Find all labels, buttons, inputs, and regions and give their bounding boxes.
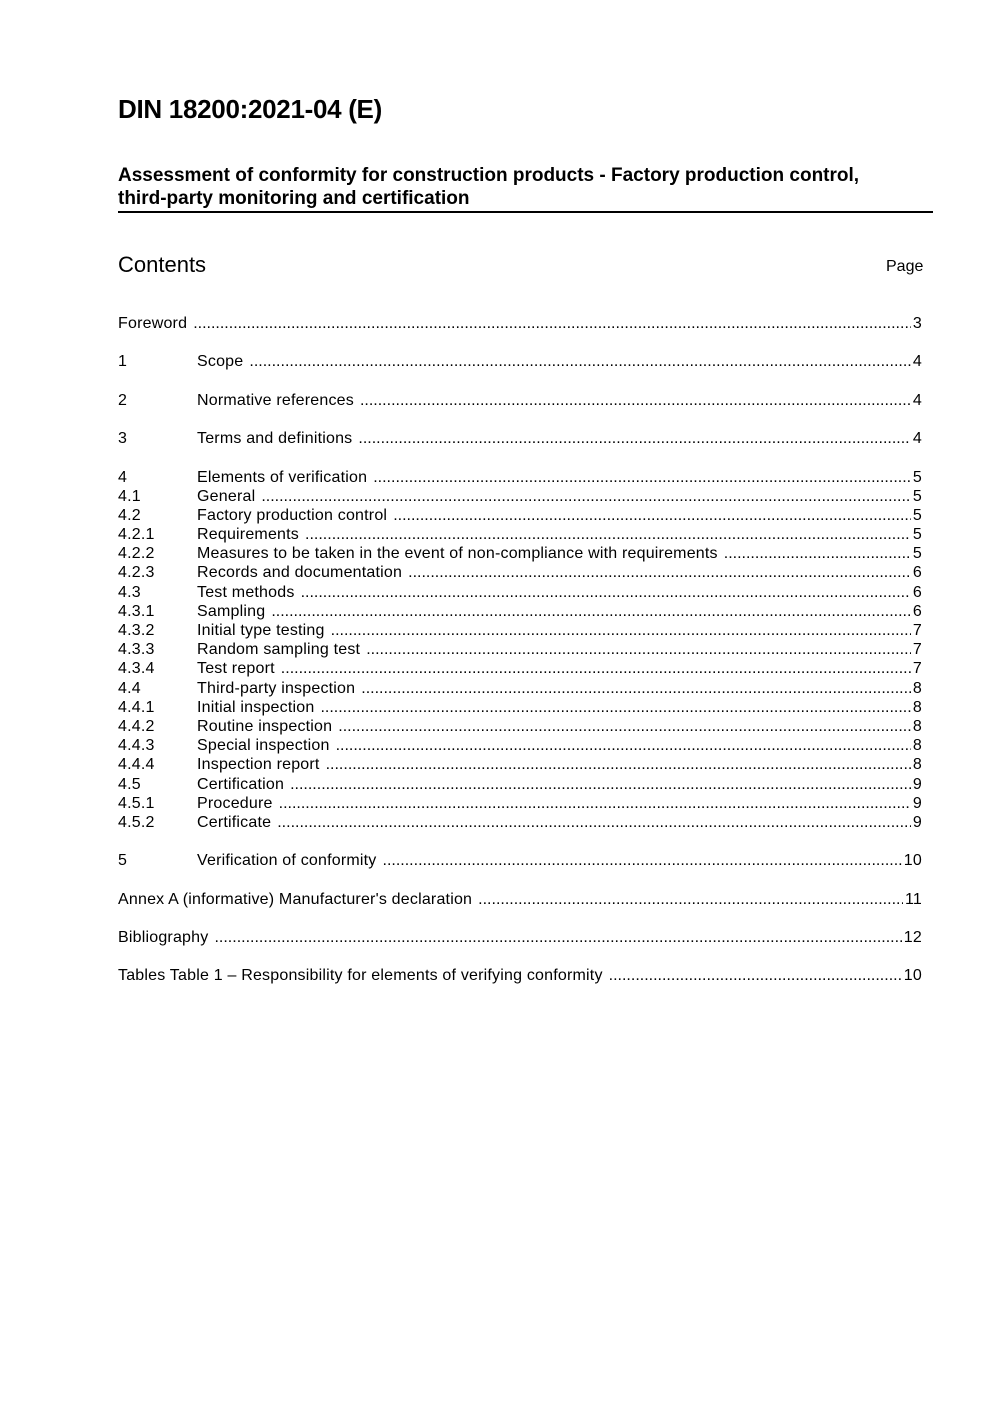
document-title-line-1: Assessment of conformity for construction products - Factory production control, (118, 165, 860, 186)
toc-entry-page: 5 (912, 545, 922, 563)
toc-entry-4-3[interactable] (118, 583, 922, 602)
toc-entry-page: 4 (912, 430, 922, 448)
toc-entry-title: Normative references (197, 391, 354, 409)
table-of-contents (118, 314, 922, 986)
toc-entry-4-2-2[interactable] (118, 544, 922, 563)
toc-entry-number: 4.2.1 (118, 526, 155, 544)
toc-entry-page: 8 (912, 737, 922, 755)
toc-leader-dots (724, 544, 911, 563)
toc-entry-title: Elements of verification (197, 468, 368, 486)
toc-entry-4-4-2[interactable] (118, 717, 922, 736)
toc-leader-dots (358, 429, 911, 448)
toc-leader-dots (393, 506, 911, 525)
toc-entry-5[interactable] (118, 851, 922, 870)
toc-entry-title: Bibliography (118, 929, 209, 946)
toc-entry-title: Initial type testing (197, 622, 325, 639)
toc-leader-dots (326, 755, 911, 774)
toc-leader-dots (408, 563, 911, 582)
toc-leader-dots (305, 525, 911, 544)
toc-entry-number: 4.5.1 (118, 794, 155, 812)
toc-entry-number: 4.3 (118, 583, 141, 601)
toc-entry-page: 10 (903, 852, 922, 870)
toc-entry-title: Requirements (197, 526, 300, 544)
toc-entry-title: Annex A (informative) Manufacturer's declaration (118, 890, 473, 908)
toc-entry-number: 4.5.2 (118, 813, 155, 831)
toc-entry-page: 7 (912, 660, 922, 678)
toc-entry-2[interactable] (118, 391, 922, 410)
toc-entry-page: 6 (912, 583, 922, 601)
toc-entry-4-4-1[interactable] (118, 698, 922, 717)
toc-entry-4-2-1[interactable] (118, 525, 922, 544)
toc-entry-4-4[interactable] (118, 679, 922, 698)
toc-leader-dots (320, 698, 910, 717)
toc-entry-number: 4.2.2 (118, 545, 155, 563)
toc-leader-dots (261, 487, 911, 506)
toc-entry-number: 3 (118, 430, 128, 448)
toc-entry-page: 5 (912, 526, 922, 544)
toc-entry-4-3-2[interactable] (118, 621, 922, 640)
toc-entry-4-2[interactable] (118, 506, 922, 525)
toc-entry-title: Sampling (197, 602, 266, 620)
page-column-heading: Page (886, 258, 924, 275)
toc-entry-number: 5 (118, 852, 128, 870)
toc-entry-page: 10 (903, 967, 922, 985)
toc-entry-page: 5 (912, 506, 922, 524)
toc-entry-4-3-4[interactable] (118, 659, 922, 678)
toc-entry-page: 11 (904, 890, 922, 908)
toc-entry-title: Initial inspection (197, 698, 315, 716)
toc-entry-4-5[interactable] (118, 775, 922, 794)
toc-entry-number: 4.5 (118, 775, 141, 793)
toc-leader-dots (366, 640, 911, 659)
toc-leader-dots (361, 679, 911, 698)
contents-heading: Contents (118, 252, 207, 277)
toc-entry-title: Certificate (197, 813, 272, 831)
toc-leader-dots (249, 352, 911, 371)
toc-entry-title: Procedure (197, 794, 273, 812)
toc-entry-title: Inspection report (197, 756, 320, 774)
toc-leader-dots (214, 928, 901, 947)
toc-entry-title: Special inspection (197, 737, 330, 755)
toc-leader-dots (301, 583, 911, 602)
toc-entry-page: 9 (912, 794, 922, 812)
toc-entry-foreword[interactable] (118, 314, 922, 333)
toc-entry-number: 4.2.3 (118, 564, 155, 582)
toc-entry-number: 4.4.1 (118, 698, 155, 716)
toc-entry-number: 4 (118, 468, 128, 486)
toc-leader-dots (383, 851, 902, 870)
toc-entry-page: 8 (912, 698, 922, 716)
toc-entry-annex-a[interactable] (118, 890, 922, 909)
toc-entry-page: 5 (912, 468, 922, 486)
toc-leader-dots (336, 736, 911, 755)
toc-entry-page: 12 (903, 929, 922, 946)
toc-entry-title: Test report (197, 660, 275, 678)
toc-entry-title: Verification of conformity (197, 852, 377, 870)
toc-entry-4[interactable] (118, 468, 922, 487)
toc-leader-dots (279, 794, 911, 813)
toc-entry-title: Routine inspection (197, 717, 333, 735)
document-title (118, 164, 933, 213)
toc-entry-title: Foreword (118, 315, 188, 332)
toc-leader-dots (609, 966, 902, 985)
toc-entry-4-2-3[interactable] (118, 563, 922, 582)
toc-leader-dots (277, 813, 911, 832)
toc-leader-dots (331, 621, 911, 640)
toc-entry-number: 1 (118, 353, 128, 371)
toc-entry-4-1[interactable] (118, 487, 922, 506)
toc-entry-bibliography[interactable] (118, 928, 922, 947)
toc-entry-number: 4.3.4 (118, 660, 155, 678)
toc-entry-number: 4.4 (118, 679, 141, 697)
toc-entry-page: 9 (912, 775, 922, 793)
toc-entry-title: Measures to be taken in the event of non-compliance with requirements (197, 545, 718, 563)
toc-entry-4-4-4[interactable] (118, 755, 922, 774)
toc-entry-4-5-1[interactable] (118, 794, 922, 813)
toc-leader-dots (478, 890, 903, 909)
toc-entry-title: Test methods (197, 583, 295, 601)
document-title-line-2: third-party monitoring and certification (118, 188, 470, 209)
toc-entry-page: 7 (912, 641, 922, 659)
toc-leader-dots (360, 391, 911, 410)
toc-leader-dots (281, 659, 911, 678)
toc-entry-title: Records and documentation (197, 564, 403, 582)
toc-entry-number: 4.3.3 (118, 641, 155, 659)
toc-entry-title: Terms and definitions (197, 430, 353, 448)
toc-leader-dots (271, 602, 911, 621)
toc-leader-dots (193, 314, 911, 333)
toc-entry-number: 4.1 (118, 487, 141, 505)
toc-entry-page: 3 (912, 315, 922, 332)
toc-leader-dots (338, 717, 911, 736)
toc-entry-title: Certification (197, 775, 285, 793)
toc-entry-number: 4.3.1 (118, 602, 155, 620)
toc-entry-number: 2 (118, 391, 128, 409)
toc-entry-number: 4.4.4 (118, 756, 155, 774)
toc-entry-1[interactable] (118, 352, 922, 371)
toc-entry-4-3-3[interactable] (118, 640, 922, 659)
document-id: DIN 18200:2021-04 (E) (118, 94, 382, 124)
toc-entry-page: 7 (912, 622, 922, 639)
toc-entry-page: 8 (912, 717, 922, 735)
toc-leader-dots (373, 468, 911, 487)
toc-entry-title: General (197, 487, 256, 505)
toc-entry-page: 8 (912, 756, 922, 774)
toc-entry-3[interactable] (118, 429, 922, 448)
toc-entry-number: 4.4.3 (118, 737, 155, 755)
toc-entry-title: Factory production control (197, 506, 388, 524)
toc-entry-page: 9 (912, 813, 922, 831)
toc-entry-title: Third-party inspection (197, 679, 356, 697)
toc-leader-dots (290, 775, 911, 794)
toc-entry-4-3-1[interactable] (118, 602, 922, 621)
toc-entry-number: 4.3.2 (118, 622, 155, 639)
toc-entry-page: 8 (912, 679, 922, 697)
toc-entry-page: 6 (912, 602, 922, 620)
toc-entry-title: Tables Table 1 – Responsibility for elements of verifying conformity (118, 967, 603, 985)
toc-entry-page: 4 (912, 391, 922, 409)
toc-entry-page: 6 (912, 564, 922, 582)
toc-entry-4-4-3[interactable] (118, 736, 922, 755)
toc-entry-tables[interactable] (118, 966, 922, 985)
toc-entry-title: Scope (197, 353, 244, 371)
toc-entry-page: 5 (912, 487, 922, 505)
toc-entry-number: 4.4.2 (118, 717, 155, 735)
toc-entry-page: 4 (912, 353, 922, 371)
toc-entry-number: 4.2 (118, 506, 141, 524)
toc-entry-title: Random sampling test (197, 641, 361, 659)
toc-entry-4-5-2[interactable] (118, 813, 922, 832)
